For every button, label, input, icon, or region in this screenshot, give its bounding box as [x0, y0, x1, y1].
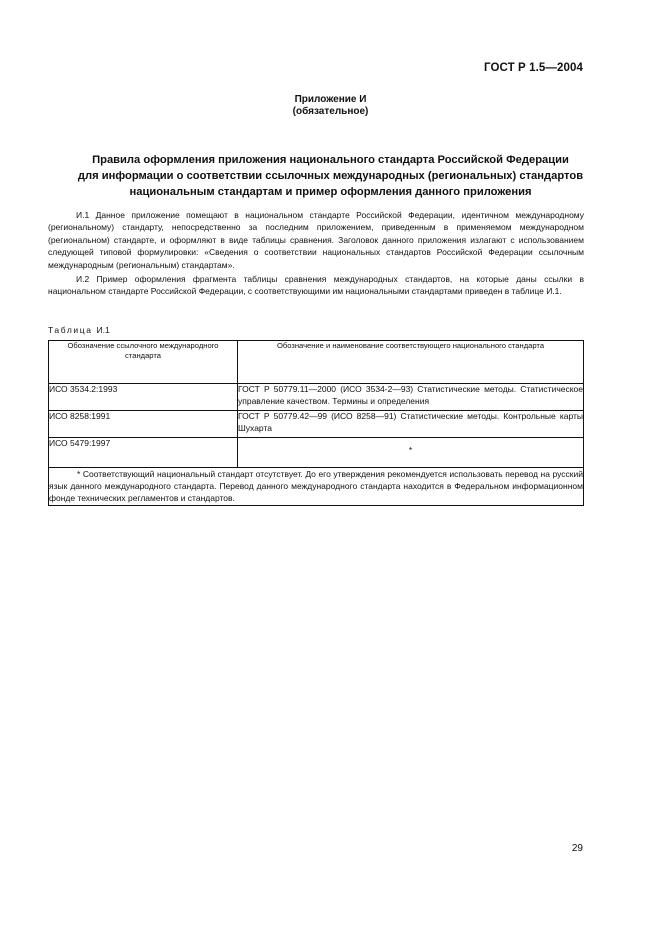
appendix-name: Приложение И: [294, 94, 367, 105]
cell-national-standard: *: [238, 438, 584, 468]
cell-national-standard: ГОСТ Р 50779.11—2000 (ИСО 3534-2—93) Статистические методы. Статистическое управление качеством. Термины и определения: [238, 384, 584, 411]
table-header-row: [49, 341, 584, 384]
page-number: 29: [571, 843, 583, 854]
table-caption-number: И.1: [96, 325, 110, 335]
table-caption: [48, 325, 110, 335]
document-code: ГОСТ Р 1.5—2004: [484, 62, 583, 74]
cell-national-standard: ГОСТ Р 50779.42—99 (ИСО 8258—91) Статистические методы. Контрольные карты Шухарта: [238, 411, 584, 438]
paragraph-i2: И.2 Пример оформления фрагмента таблицы сравнения международных стандартов, на которые даны ссылки в национальном стандарте Российской Федерации, с соответствующими им национальными стандартами приведен в таблице И.1.: [48, 274, 584, 297]
title-line-3: национальным стандартам и пример оформления данного приложения: [129, 186, 532, 198]
title-line-1: Правила оформления приложения национального стандарта Российской Федерации: [92, 154, 569, 166]
table-footnote-row: [49, 468, 584, 506]
comparison-table: [48, 340, 584, 506]
table-caption-word: Таблица: [48, 325, 93, 335]
header-national-standard: Обозначение и наименование соответствующего национального стандарта: [238, 341, 584, 384]
cell-intl-standard: ИСО 8258:1991: [49, 411, 238, 438]
table-row: [49, 411, 584, 438]
cell-intl-standard: ИСО 5479:1997: [49, 438, 238, 468]
title-line-2: для информации о соответствии ссылочных международных (региональных) стандартов: [77, 170, 584, 182]
cell-intl-standard: ИСО 3534.2:1993: [49, 384, 238, 411]
appendix-status: (обязательное): [292, 106, 369, 117]
table-row: [49, 384, 584, 411]
table-footnote: * Соответствующий национальный стандарт отсутствует. До его утверждения рекомендуется использовать перевод на русский язык данного международного стандарта. Перевод данного международного стандарта находится в Федеральном информационном фонде технических регламентов и стандартов.: [49, 469, 583, 504]
header-intl-standard: Обозначение ссылочного международного стандарта: [49, 341, 238, 384]
appendix-title: [60, 152, 601, 200]
appendix-heading: [0, 94, 661, 118]
table-row: [49, 438, 584, 468]
paragraph-i1: И.1 Данное приложение помещают в национальном стандарте Российской Федерации, идентичном международному (региональному) стандарту, непосредственно за последним приложением, приведенным в применяемом международном (региональном) стандарте, и оформляют в виде таблицы сравнения. Заголовок данного приложения излагают с использованием следующей типовой формулировки: «Сведения о соответствии национальных стандартов Российской Федерации ссылочным международным (региональным) стандартам».: [48, 210, 584, 270]
